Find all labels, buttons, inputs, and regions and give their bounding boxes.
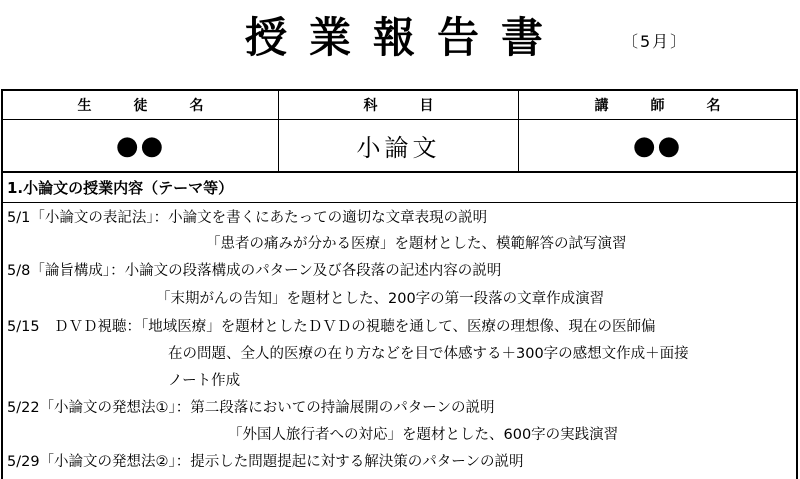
lesson-line: 5/1「小論文の表記法」：小論文を書くにあたっての適切な文章表現の説明 xyxy=(7,210,488,226)
lesson-line: 「末期がんの告知」を題材とした、200字の第一段落の文章作成演習 xyxy=(156,291,605,307)
report-table xyxy=(1,89,798,479)
title-block xyxy=(0,10,800,66)
lesson-line: ノート作成 xyxy=(168,373,241,389)
student-name-value: ●● xyxy=(3,120,279,171)
lesson-line: 5/29「小論文の発想法②」：提示した問題提起に対する解決策のパターンの説明 xyxy=(7,454,524,470)
table-value-row xyxy=(3,120,796,173)
lesson-line: 在の問題、全人的医療の在り方などを目で体感する＋300字の感想文作成＋面接 xyxy=(168,346,689,362)
subject-value: 小論文 xyxy=(279,120,519,171)
lesson-line: 5/22「小論文の発想法①」：第二段落においての持論展開のパターンの説明 xyxy=(7,400,495,416)
report-month: 〔5月〕 xyxy=(622,32,689,51)
section-heading: 1.小論文の授業内容（テーマ等） xyxy=(3,173,796,203)
teacher-name-header: 講 師 名 xyxy=(594,98,721,114)
lesson-line: 5/15 ＤＶＤ視聴：「地域医療」を題材としたＤＶＤの視聴を通して、医療の理想像、現在の医師偏 xyxy=(7,319,656,335)
teacher-name-value: ●● xyxy=(632,130,683,161)
lesson-line: 「患者の痛みが分かる医療」を題材とした、模範解答の試写演習 xyxy=(206,236,627,252)
page-title: 授業報告書 xyxy=(245,13,566,62)
subject-header: 科 目 xyxy=(279,91,519,119)
lesson-line: 「外国人旅行者への対応」を題材とした、600字の実践演習 xyxy=(228,427,619,443)
lesson-line: 5/8「論旨構成」：小論文の段落構成のパターン及び各段落の記述内容の説明 xyxy=(7,263,502,279)
table-header-row xyxy=(3,91,796,120)
student-name-header: 生 徒 名 xyxy=(3,91,279,119)
